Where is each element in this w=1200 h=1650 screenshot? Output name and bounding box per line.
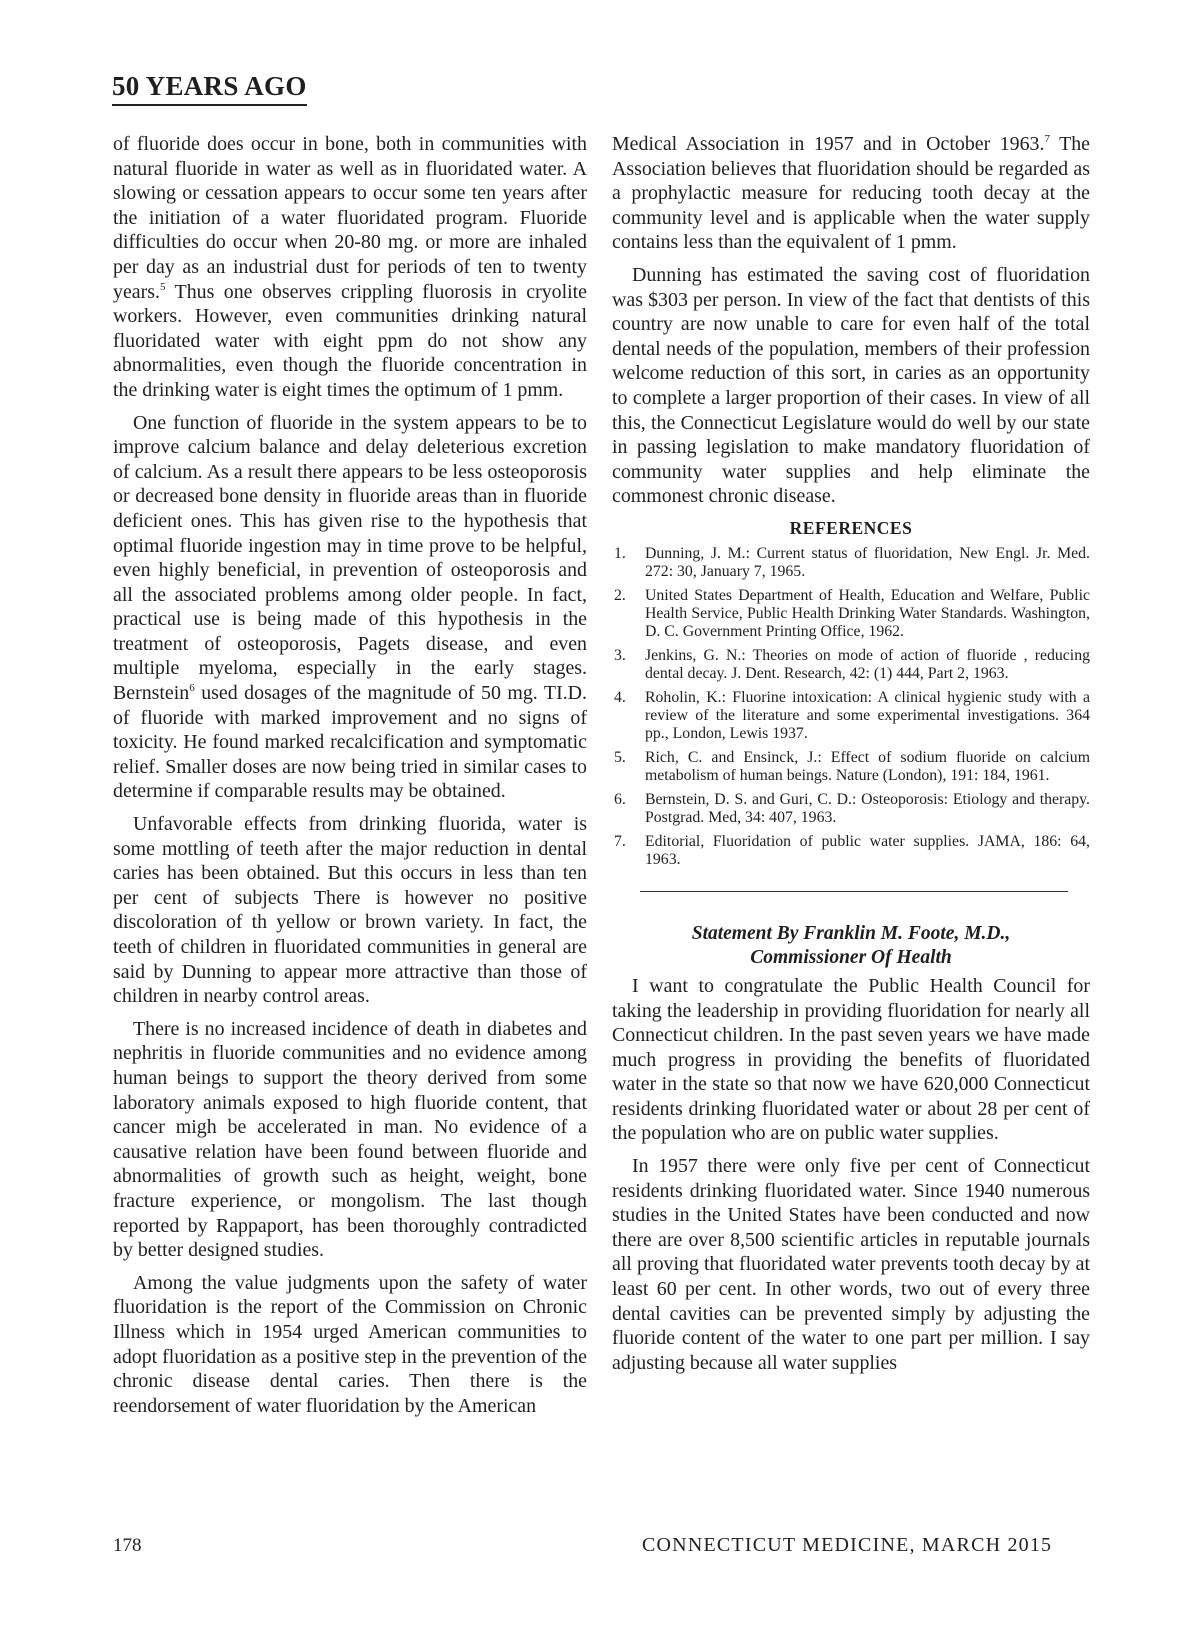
section-header: 50 YEARS AGO bbox=[112, 70, 307, 106]
paragraph: Unfavorable effects from drinking fluorida, water is some mottling of teeth after the major reduction in dental caries has been obtained. But this occurs in less than ten per cent of subjects There is however no positive discoloration of th yellow or brown variety. In fact, the teeth of children in fluoridated communities in general are said by Dunning to appear more attractive than those of children in nearby control areas. bbox=[113, 813, 587, 1008]
reference-item bbox=[612, 647, 1090, 683]
reference-number: 2. bbox=[614, 586, 626, 604]
statement-title-line: Commissioner Of Health bbox=[750, 946, 952, 968]
reference-text: United States Department of Health, Education and Welfare, Public Health Service, Public Health Drinking Water Standards. Washington, D. C. Government Printing Office, 1962. bbox=[645, 586, 1090, 640]
reference-number: 3. bbox=[614, 646, 626, 664]
reference-number: 5. bbox=[614, 748, 626, 766]
footnote-marker: 7 bbox=[1044, 133, 1050, 145]
section-divider bbox=[640, 891, 1068, 892]
right-column bbox=[612, 132, 1090, 1383]
reference-number: 6. bbox=[614, 790, 626, 808]
reference-item bbox=[612, 545, 1090, 581]
reference-number: 7. bbox=[614, 832, 626, 850]
reference-text: Roholin, K.: Fluorine intoxication: A clinical hygienic study with a review of the literature and some experimental investigations. 364 pp., London, Lewis 1937. bbox=[645, 688, 1090, 742]
paragraph bbox=[113, 411, 587, 805]
journal-footer: CONNECTICUT MEDICINE, MARCH 2015 bbox=[642, 1534, 1053, 1556]
footnote-marker: 6 bbox=[189, 682, 195, 695]
paragraph-text: of fluoride does occur in bone, both in communities with natural fluoride in water as well as in fluoridated water. A slowing or cessation appears to occur some ten years after the initiation of a water fluoridated program. Fluoride difficulties do occur when 20-80 mg. or more are inhaled per day as an industrial dust for periods of ten to twenty years. bbox=[113, 133, 587, 303]
reference-item bbox=[612, 833, 1090, 869]
paragraph: I want to congratulate the Public Health Council for taking the leadership in providing fluoridation for nearly all Connecticut children. In the past seven years we have made much progress in providing the benefits of fluoridated water in the state so that now we have 620,000 Connecticut residents drinking fluoridated water or about 28 per cent of the population who are on public water supplies. bbox=[612, 974, 1090, 1145]
reference-text: Rich, C. and Ensinck, J.: Effect of sodium fluoride on calcium metabolism of human beings. Nature (London), 191: 184, 1961. bbox=[645, 748, 1090, 784]
references-list bbox=[612, 545, 1090, 869]
paragraph: Dunning has estimated the saving cost of fluoridation was $303 per person. In view of the fact that dentists of this country are now unable to care for even half of the total dental needs of the population, members of their profession welcome reduction of this sort, in caries as an opportunity to complete a larger proportion of their cases. In view of all this, the Connecticut Legislature would do well by our state in passing legislation to make mandatory fluoridation of community water supplies and help eliminate the commonest chronic disease. bbox=[612, 263, 1090, 508]
footnote-marker: 5 bbox=[159, 280, 166, 293]
paragraph bbox=[612, 132, 1090, 255]
reference-item bbox=[612, 587, 1090, 641]
paragraph-text: Thus one observes crippling fluorosis in cryolite workers. However, even communities drinking natural fluoridated water with eight ppm do not show any abnormalities, even though the fluoride concentration in the drinking water is eight times the optimum of 1 pmm. bbox=[113, 280, 587, 401]
references-heading: REFERENCES bbox=[789, 517, 913, 538]
page-number: 178 bbox=[113, 1535, 142, 1556]
reference-text: Dunning, J. M.: Current status of fluoridation, New Engl. Jr. Med. 272: 30, January 7, 1965. bbox=[645, 544, 1090, 580]
paragraph-text: used dosages of the magnitude of 50 mg. TI.D. of fluoride with marked improvement and no signs of toxicity. He found marked recalcification and symptomatic relief. Smaller doses are now being tried in similar cases to determine if comparable results may be obtained. bbox=[113, 682, 587, 803]
paragraph-text: One function of fluoride in the system appears to be to improve calcium balance and delay deleterious excretion of calcium. As a result there appears to be less osteoporosis or decreased bone density in fluoride areas than in fluoride deficient ones. This has given rise to the hypothesis that optimal fluoride ingestion may in time prove to be helpful, even highly beneficial, in prevention of osteoporosis and all the associated problems among older people. In fact, practical use is being made of this hypothesis in the treatment of osteoporosis, Pagets disease, and even multiple myeloma, especially in the early stages. Bernstein bbox=[113, 411, 587, 705]
reference-item bbox=[612, 791, 1090, 827]
reference-text: Editorial, Fluoridation of public water supplies. JAMA, 186: 64, 1963. bbox=[645, 832, 1090, 868]
paragraph: There is no increased incidence of death in diabetes and nephritis in fluoride communities and no evidence among human beings to support the theory derived from some laboratory animals exposed to high fluoride content, that cancer migh be accelerated in man. No evidence of a causative relation have been found between fluoride and abnormalities of growth such as height, weight, bone fracture experience, or mongolism. The last though reported by Rappaport, has been thoroughly contradicted by better designed studies. bbox=[113, 1017, 587, 1262]
reference-item bbox=[612, 689, 1090, 743]
reference-number: 1. bbox=[614, 544, 626, 562]
statement-title-line: Statement By Franklin M. Foote, M.D., bbox=[691, 922, 1011, 944]
left-column bbox=[113, 132, 587, 1426]
statement-title bbox=[612, 922, 1090, 970]
reference-item bbox=[612, 749, 1090, 785]
reference-text: Jenkins, G. N.: Theories on mode of action of fluoride , reducing dental decay. J. Dent. Research, 42: (1) 444, Part 2, 1963. bbox=[645, 646, 1090, 682]
paragraph bbox=[113, 132, 587, 403]
reference-text: Bernstein, D. S. and Guri, C. D.: Osteoporosis: Etiology and therapy. Postgrad. Med, 34: 407, 1963. bbox=[645, 790, 1090, 826]
reference-number: 4. bbox=[614, 688, 626, 706]
paragraph-text: The Association believes that fluoridation should be regarded as a prophylactic measure for reducing tooth decay at the community level and is applicable when the water supply contains less than the equivalent of 1 pmm. bbox=[612, 133, 1090, 254]
paragraph: Among the value judgments upon the safety of water fluoridation is the report of the Commission on Chronic Illness which in 1954 urged American communities to adopt fluoridation as a positive step in the prevention of the chronic disease dental caries. Then there is the reendorsement of water fluoridation by the American bbox=[113, 1271, 587, 1417]
paragraph-text: Medical Association in 1957 and in October 1963. bbox=[612, 133, 1045, 155]
paragraph: In 1957 there were only five per cent of Connecticut residents drinking fluoridated water. Since 1940 numerous studies in the United States have been conducted and now there are over 8,500 scientific articles in reputable journals all proving that fluoridated water prevents tooth decay by at least 60 per cent. In other words, two out of every three dental cavities can be prevented simply by adjusting the fluoride content of the water to one part per million. I say adjusting because all water supplies bbox=[612, 1155, 1090, 1374]
